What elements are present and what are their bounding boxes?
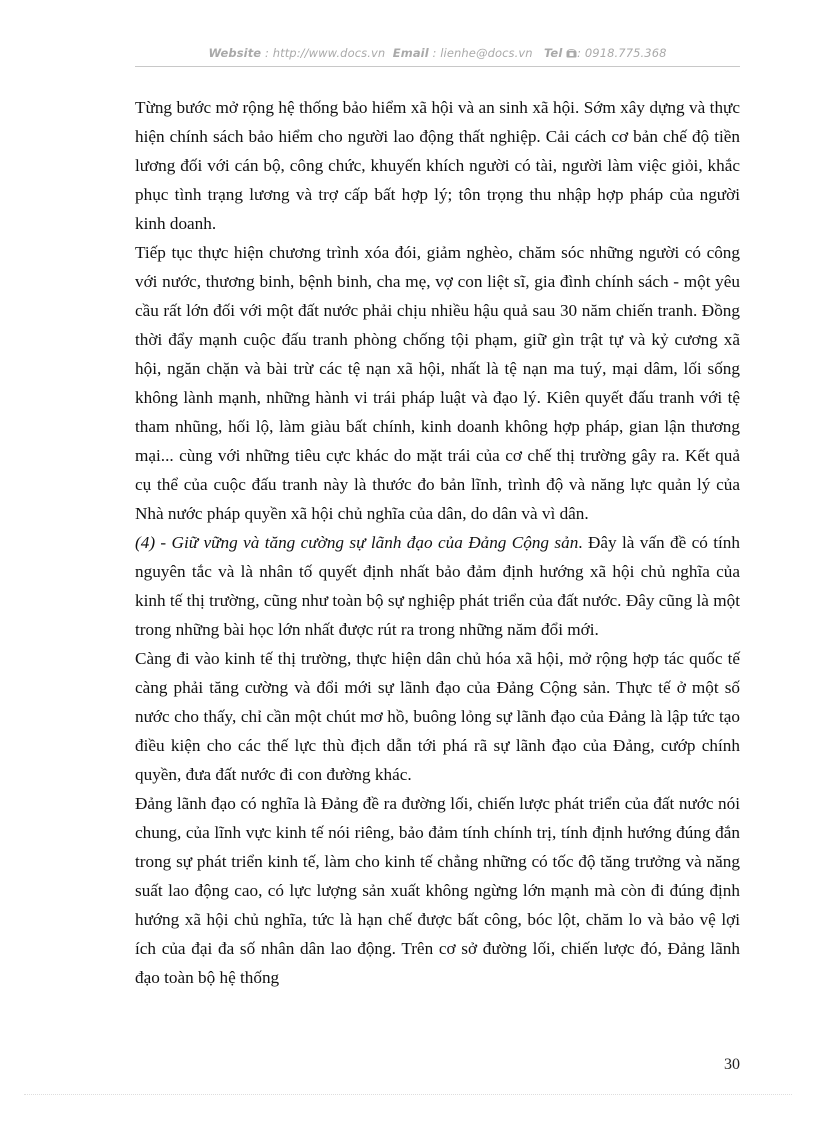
website-label: Website: [208, 46, 262, 60]
document-body: [135, 93, 740, 992]
paragraph-social-insurance: Từng bước mở rộng hệ thống bảo hiểm xã hội và an sinh xã hội. Sớm xây dựng và thực hiện chính sách bảo hiểm cho người lao động thất nghiệp. Cải cách cơ bản chế độ tiền lương đối với cán bộ, công chức, khuyến khích người có tài, người làm việc giỏi, khắc phục tình trạng lương và trợ cấp bất hợp lý; tôn trọng thu nhập hợp pháp của người kinh doanh.: [135, 98, 740, 233]
email-label: Email: [392, 46, 429, 60]
tel-value: : 0918.775.368: [577, 46, 667, 60]
page-number: 30: [724, 1056, 740, 1073]
tel-label: Tel: [543, 46, 563, 60]
paragraph-market-economy: Càng đi vào kinh tế thị trường, thực hiện dân chủ hóa xã hội, mở rộng hợp tác quốc tế càng phải tăng cường và đổi mới sự lãnh đạo của Đảng Cộng sản. Thực tế ở một số nước cho thấy, chỉ cần một chút mơ hồ, buông lỏng sự lãnh đạo của Đảng là lập tức tạo điều kiện cho các thế lực thù địch dẫn tới phá rã sự lãnh đạo của Đảng, cướp chính quyền, đưa đất nước đi con đường khác.: [135, 649, 740, 784]
website-value: : http://www.docs.vn: [264, 46, 386, 60]
page-header: [135, 46, 740, 61]
paragraph-party-role: Đảng lãnh đạo có nghĩa là Đảng đề ra đường lối, chiến lược phát triển của đất nước nói chung, của lĩnh vực kinh tế nói riêng, bảo đảm tính chính trị, tính định hướng đúng đắn trong sự phát triển kinh tế, làm cho kinh tế chẳng những có tốc độ tăng trưởng và năng suất lao động cao, có lực lượng sản xuất không ngừng lớn mạnh mà còn đi đúng định hướng xã hội chủ nghĩa, tức là hạn chế được bất công, bóc lột, chăm lo và bảo vệ lợi ích của đại đa số nhân dân lao động. Trên cơ sở đường lối, chiến lược đó, Đảng lãnh đạo toàn bộ hệ thống: [135, 794, 740, 987]
header-divider: [135, 66, 740, 67]
email-value: : lienhe@docs.vn: [432, 46, 533, 60]
section-heading-4: (4) - Giữ vững và tăng cường sự lãnh đạo của Đảng Cộng sản: [135, 533, 579, 552]
phone-icon: [566, 47, 577, 61]
paragraph-party-leadership-text: . Đây là vấn đề có tính nguyên tắc và là nhân tố quyết định nhất bảo đảm định hướng xã hội chủ nghĩa của kinh tế thị trường, cũng như toàn bộ sự nghiệp phát triển của đất nước. Đây cũng là một trong những bài học lớn nhất được rút ra trong những năm đổi mới.: [135, 533, 740, 639]
footer-divider: [24, 1094, 792, 1095]
paragraph-party-leadership: [135, 528, 740, 644]
paragraph-poverty-reduction: Tiếp tục thực hiện chương trình xóa đói, giảm nghèo, chăm sóc những người có công với nước, thương binh, bệnh binh, cha mẹ, vợ con liệt sĩ, gia đình chính sách - một yêu cầu rất lớn đối với một đất nước phải chịu nhiều hậu quả sau 30 năm chiến tranh. Đồng thời đẩy mạnh cuộc đấu tranh phòng chống tội phạm, giữ gìn trật tự và kỷ cương xã hội, ngăn chặn và bài trừ các tệ nạn xã hội, nhất là tệ nạn ma tuý, mại dâm, lối sống không lành mạnh, những hành vi trái pháp luật và đạo lý. Kiên quyết đấu tranh với tệ tham nhũng, hối lộ, làm giàu bất chính, kinh doanh không hợp pháp, gian lận thương mại... cùng với những tiêu cực khác do mặt trái của cơ chế thị trường gây ra. Kết quả cụ thể của cuộc đấu tranh này là thước đo bản lĩnh, trình độ và năng lực quản lý của Nhà nước pháp quyền xã hội chủ nghĩa của dân, do dân và vì dân.: [135, 243, 740, 523]
